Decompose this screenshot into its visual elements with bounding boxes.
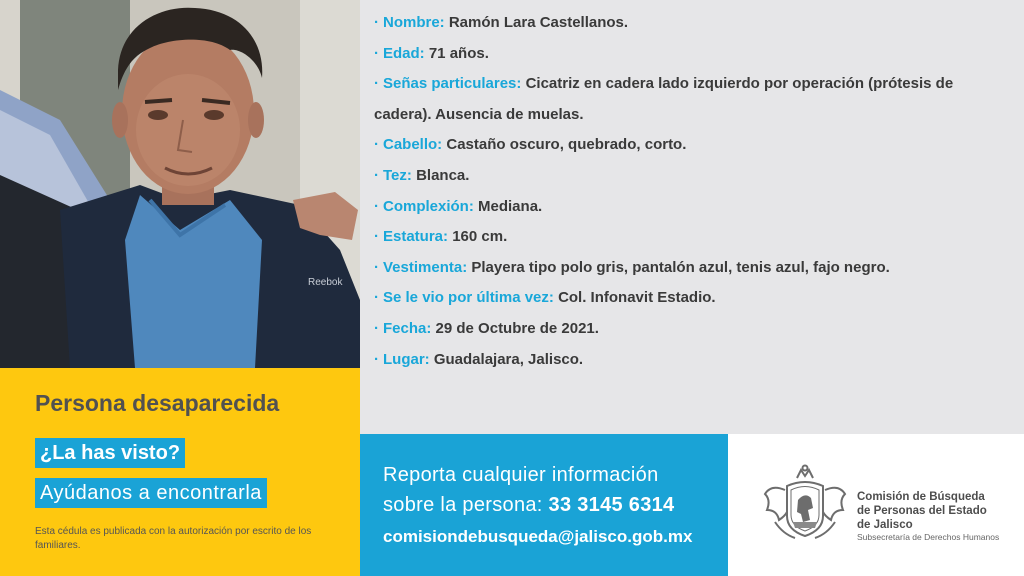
detail-value: Col. Infonavit Estadio. <box>558 289 716 307</box>
detail-value: Blanca. <box>416 166 470 184</box>
org-name-line-3: de Jalisco <box>857 519 913 531</box>
portrait-illustration <box>0 0 360 368</box>
detail-label: Señas particulares: <box>383 75 522 93</box>
missing-person-photo <box>0 0 360 368</box>
detail-value: 29 de Octubre de 2021. <box>435 319 599 337</box>
report-line-1: Reporta cualquier información <box>383 464 659 486</box>
detail-bullet: · <box>374 289 379 307</box>
organization-name <box>857 490 999 543</box>
report-email-link[interactable]: comisiondebusqueda@jalisco.gob.mx <box>383 527 693 546</box>
banner-headline: Persona desaparecida <box>35 390 280 416</box>
detail-label: Edad: <box>383 44 425 62</box>
detail-row <box>374 253 1014 284</box>
detail-label: Estatura: <box>383 228 449 246</box>
detail-value: 71 años. <box>428 44 489 62</box>
org-subtitle: Subsecretaría de Derechos Humanos <box>857 532 1000 542</box>
detail-row <box>374 69 1014 130</box>
report-line-2 <box>383 494 674 517</box>
banner-disclaimer: Esta cédula es publicada con la autorización por escrito de los familiares. <box>35 526 312 551</box>
detail-bullet: · <box>374 166 379 184</box>
detail-bullet: · <box>374 44 379 62</box>
banner-help: Ayúdanos a encontrarla <box>35 478 267 508</box>
detail-row <box>374 39 1014 70</box>
details-list <box>374 8 1014 375</box>
detail-bullet: · <box>374 14 379 31</box>
detail-bullet: · <box>374 350 379 368</box>
detail-label: Se le vio por última vez: <box>383 289 554 307</box>
detail-bullet: · <box>374 258 379 276</box>
person-details-panel <box>360 0 1024 434</box>
detail-label: Nombre: <box>383 14 445 31</box>
detail-value: Cicatriz en cadera lado izquierdo por operación (prótesis de cadera). Ausencia de muelas. <box>374 75 954 123</box>
shirt-brand-logo: Reebok <box>308 277 343 288</box>
detail-row <box>374 161 1014 192</box>
detail-row <box>374 283 1014 314</box>
detail-row <box>374 345 1014 376</box>
detail-bullet: · <box>374 319 379 337</box>
detail-value: Ramón Lara Castellanos. <box>448 14 629 31</box>
detail-row <box>374 8 1014 39</box>
detail-row <box>374 222 1014 253</box>
detail-row <box>374 192 1014 223</box>
detail-row <box>374 314 1014 345</box>
report-panel <box>360 434 728 576</box>
detail-label: Complexión: <box>383 197 474 215</box>
detail-value: Castaño oscuro, quebrado, corto. <box>446 136 687 154</box>
detail-label: Lugar: <box>383 350 430 368</box>
detail-row <box>374 130 1014 161</box>
detail-bullet: · <box>374 197 379 215</box>
detail-label: Vestimenta: <box>383 258 468 276</box>
organization-logo-panel <box>728 434 1024 576</box>
detail-label: Cabello: <box>383 136 443 154</box>
detail-bullet: · <box>374 75 379 93</box>
detail-value: 160 cm. <box>452 228 508 246</box>
detail-bullet: · <box>374 228 379 246</box>
detail-label: Fecha: <box>383 319 432 337</box>
jalisco-seal-icon <box>761 464 849 546</box>
report-line-2-prefix: sobre la persona: <box>383 494 543 516</box>
detail-value: Mediana. <box>478 197 543 215</box>
detail-label: Tez: <box>383 166 412 184</box>
detail-value: Playera tipo polo gris, pantalón azul, tenis azul, fajo negro. <box>471 258 890 276</box>
banner-question: ¿La has visto? <box>35 438 185 468</box>
org-name-line-1: Comisión de Búsqueda <box>857 491 985 503</box>
detail-bullet: · <box>374 136 379 154</box>
detail-value: Guadalajara, Jalisco. <box>433 350 584 368</box>
missing-banner <box>0 368 360 576</box>
org-name-line-2: de Personas del Estado <box>857 505 987 517</box>
report-phone-link[interactable]: 33 3145 6314 <box>548 494 675 516</box>
